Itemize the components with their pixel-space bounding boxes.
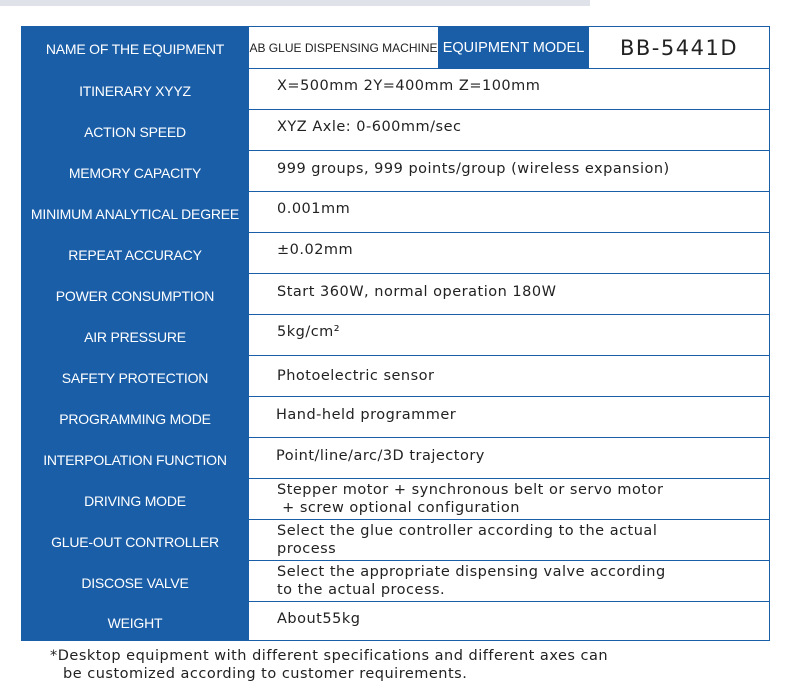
row-value: XYZ Axle: 0-600mm/sec xyxy=(249,110,769,150)
row-value: Photoelectric sensor xyxy=(249,356,769,396)
table-row xyxy=(22,479,769,519)
row-value-line2: to the actual process. xyxy=(277,582,446,598)
footnote xyxy=(50,647,750,683)
row-value: Start 360W, normal operation 180W xyxy=(249,274,769,314)
table-row xyxy=(22,274,769,314)
table-row xyxy=(22,315,769,355)
row-label: INTERPOLATION FUNCTION xyxy=(22,438,248,478)
row-value-line1: Select the appropriate dispensing valve according xyxy=(277,564,666,580)
table-row xyxy=(22,561,769,601)
equipment-name-label: NAME OF THE EQUIPMENT xyxy=(22,27,248,68)
table-row xyxy=(22,110,769,150)
row-value: ±0.02mm xyxy=(249,233,769,273)
row-label: PROGRAMMING MODE xyxy=(22,397,248,437)
row-value: Point/line/arc/3D trajectory xyxy=(249,438,769,478)
equipment-name-value: AB GLUE DISPENSING MACHINE xyxy=(249,27,438,68)
row-value-line2: + screw optional configuration xyxy=(277,500,520,516)
row-label: MEMORY CAPACITY xyxy=(22,151,248,191)
row-label: REPEAT ACCURACY xyxy=(22,233,248,273)
table-row xyxy=(22,192,769,232)
footnote-line1: *Desktop equipment with different specifications and different axes can xyxy=(50,648,609,664)
equipment-model-label: EQUIPMENT MODEL xyxy=(438,27,589,68)
row-value xyxy=(249,520,769,560)
row-value xyxy=(249,479,769,519)
row-label: DRIVING MODE xyxy=(22,479,248,519)
spec-table xyxy=(21,26,770,641)
row-value: 5kg/cm² xyxy=(249,315,769,355)
row-label: ACTION SPEED xyxy=(22,110,248,150)
top-decor-strip xyxy=(0,0,590,6)
row-label: SAFETY PROTECTION xyxy=(22,356,248,396)
row-label: AIR PRESSURE xyxy=(22,315,248,355)
table-row xyxy=(22,356,769,396)
row-value-line1: Stepper motor + synchronous belt or servo motor xyxy=(277,482,664,498)
table-row xyxy=(22,233,769,273)
equipment-model-value: BB-5441D xyxy=(589,27,769,68)
table-row xyxy=(22,602,769,640)
row-value-line2: process xyxy=(277,541,337,557)
row-value: 999 groups, 999 points/group (wireless expansion) xyxy=(249,151,769,191)
table-row xyxy=(22,69,769,109)
table-row-header xyxy=(22,27,769,68)
row-value: X=500mm 2Y=400mm Z=100mm xyxy=(249,69,769,109)
row-value xyxy=(249,561,769,601)
table-row xyxy=(22,397,769,437)
table-row xyxy=(22,151,769,191)
table-row xyxy=(22,438,769,478)
row-value-line1: Select the glue controller according to the actual xyxy=(277,523,658,539)
row-value: About55kg xyxy=(249,602,769,640)
footnote-line2: be customized according to customer requirements. xyxy=(63,666,468,682)
row-label: DISCOSE VALVE xyxy=(22,561,248,601)
row-label: GLUE-OUT CONTROLLER xyxy=(22,520,248,560)
row-label: MINIMUM ANALYTICAL DEGREE xyxy=(22,192,248,232)
row-value: 0.001mm xyxy=(249,192,769,232)
row-value: Hand-held programmer xyxy=(249,397,769,437)
row-label: ITINERARY XYYZ xyxy=(22,69,248,109)
row-label: WEIGHT xyxy=(22,602,248,640)
row-label: POWER CONSUMPTION xyxy=(22,274,248,314)
table-row xyxy=(22,520,769,560)
